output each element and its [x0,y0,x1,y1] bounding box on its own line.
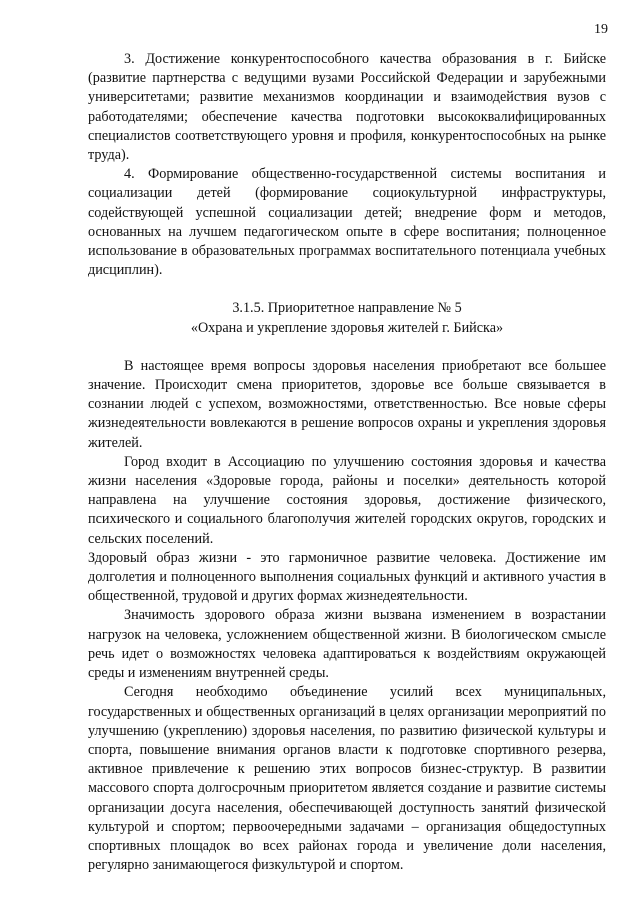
page-number: 19 [594,22,608,37]
paragraph: Сегодня необходимо объединение усилий всех муниципальных, государственных и общественных организаций в целях организации мероприятий по улучшению (укреплению) здоровья населения, по развитию физической культуры и спорта, повышение внимания органов власти к подготовке спортивного резерва, активное привлечение к решению этих вопросов бизнес-структур. В развитии массового спорта долгосрочным приоритетом является создание и развитие системы организации досуга населения, обеспечивающей доступность занятий физической культурой и спортом; первоочередными задачами – организация общедоступных спортивных площадок во всех районах города и увеличение доли населения, регулярно занимающегося физкультурой и спортом. [88,684,606,874]
page-content [88,50,606,875]
paragraph: Значимость здорового образа жизни вызвана изменением в возрастании нагрузок на человека, усложнением общественной жизни. В биологическом смысле речь идет о возможностях человека адаптироваться к воздействиям окружающей среды и изменениям внутренней среды. [88,607,606,682]
list-item: 3. Достижение конкурентоспособного качества образования в г. Бийске (развитие партнерства с ведущими вузами Российской Федерации и зарубежными университетами; развитие механизмов координации и взаимодействия вузов с работодателями; обеспечение качества подготовки высококвалифицированных специалистов соответствующего уровня и профиля, конкурентоспособных на рынке труда). [88,51,606,164]
section-heading [88,299,606,337]
section-number: 3.1.5. Приоритетное направление № 5 [232,300,462,317]
section-title: «Охрана и укрепление здоровья жителей г. Бийска» [190,319,504,336]
paragraph: Город входит в Ассоциацию по улучшению состояния здоровья и качества жизни населения «Здоровые города, районы и поселки» деятельность которой направлена на улучшение состояния здоровья, достижение физического, психического и социального благополучия жителей городских округов, городских и сельских поселений. [88,453,606,547]
list-item: 4. Формирование общественно-государственной системы воспитания и социализации детей (формирование социокультурной инфраструктуры, содействующей успешной социализации детей; внедрение форм и методов, основанных на лучшем педагогическом опыте в сфере воспитания; полноценное использование в образовательных программах воспитательного потенциала учебных дисциплин). [88,166,606,279]
paragraph: Здоровый образ жизни - это гармоничное развитие человека. Достижение им долголетия и полноценного выполнения социальных функций и активного участия в общественной, трудовой и других формах жизнедеятельности. [88,549,606,605]
paragraph: В настоящее время вопросы здоровья населения приобретают все большее значение. Происходит смена приоритетов, здоровье все больше связывается в сознании людей с успехом, возможностями, ответственностью. Все новые сферы жизнедеятельности вовлекаются в решение вопросов охраны и укрепления здоровья жителей. [88,357,606,451]
section-body [88,357,606,875]
